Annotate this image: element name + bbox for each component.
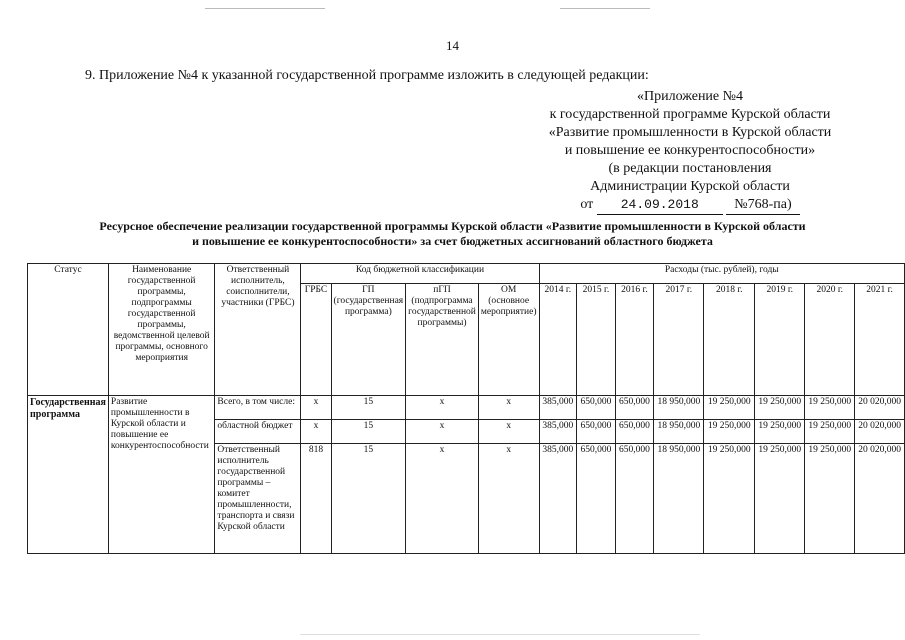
scan-artifact <box>205 8 325 9</box>
header-year: 2017 г. <box>654 284 704 396</box>
value-cell: 650,000 <box>577 444 616 554</box>
appendix-date-line <box>520 196 860 215</box>
value-cell: 19 250,000 <box>805 420 855 444</box>
om-cell: x <box>478 444 539 554</box>
appendix-line: к государственной программе Курской области <box>549 107 831 122</box>
om-cell: x <box>478 420 539 444</box>
header-year: 2016 г. <box>615 284 653 396</box>
date-prefix: от <box>580 197 594 212</box>
value-cell: 19 250,000 <box>755 396 805 420</box>
header-year: 2021 г. <box>855 284 905 396</box>
value-cell: 385,000 <box>539 420 577 444</box>
value-cell: 19 250,000 <box>704 444 755 554</box>
value-cell: 650,000 <box>577 396 616 420</box>
header-year: 2015 г. <box>577 284 616 396</box>
header-year: 2018 г. <box>704 284 755 396</box>
executor-cell: областной бюджет <box>215 420 301 444</box>
header-budget-code: Код бюджетной классификации <box>301 264 539 284</box>
value-cell: 19 250,000 <box>755 444 805 554</box>
executor-cell: Ответственный исполнитель государственной программы – комитет промышленности, транспорта и связи Курской области <box>215 444 301 554</box>
header-year: 2020 г. <box>805 284 855 396</box>
header-year: 2019 г. <box>755 284 805 396</box>
value-cell: 19 250,000 <box>704 420 755 444</box>
pgp-cell: x <box>406 420 479 444</box>
value-cell: 18 950,000 <box>654 444 704 554</box>
om-cell: x <box>478 396 539 420</box>
value-cell: 20 020,000 <box>855 396 905 420</box>
header-gp: ГП (государственная программа) <box>331 284 406 396</box>
value-cell: 19 250,000 <box>805 444 855 554</box>
header-pgp: пГП (подпрограмма государственной программы) <box>406 284 479 396</box>
value-cell: 650,000 <box>615 444 653 554</box>
value-cell: 650,000 <box>615 396 653 420</box>
value-cell: 18 950,000 <box>654 396 704 420</box>
heading-line: Ресурсное обеспечение реализации государственной программы Курской области «Развитие промышленности в Курской области <box>99 219 806 233</box>
value-cell: 18 950,000 <box>654 420 704 444</box>
header-expenses: Расходы (тыс. рублей), годы <box>539 264 905 284</box>
appendix-line: «Развитие промышленности в Курской области <box>548 125 832 140</box>
header-name: Наименование государственной программы, подпрограммы государственной программы, ведомственной целевой программы, основного мероприятия <box>108 264 215 396</box>
value-cell: 19 250,000 <box>704 396 755 420</box>
appendix-header <box>520 88 860 215</box>
executor-cell: Всего, в том числе: <box>215 396 301 420</box>
appendix-line: (в редакции постановления <box>608 161 772 176</box>
value-cell: 20 020,000 <box>855 420 905 444</box>
pgp-cell: x <box>406 396 479 420</box>
value-cell: 20 020,000 <box>855 444 905 554</box>
value-cell: 650,000 <box>615 420 653 444</box>
header-grbs: ГРБС <box>301 284 331 396</box>
resolution-date: 24.09.2018 <box>597 196 723 215</box>
header-year: 2014 г. <box>539 284 577 396</box>
header-executor: Ответственный исполнитель, соисполнители, участники (ГРБС) <box>215 264 301 396</box>
gp-cell: 15 <box>331 444 406 554</box>
heading-line: и повышение ее конкурентоспособности» за счет бюджетных ассигнований областного бюджета <box>192 234 713 248</box>
program-name-cell: Развитие промышленности в Курской области и повышение ее конкурентоспособности <box>108 396 215 554</box>
grbs-cell: 818 <box>301 444 331 554</box>
header-om: ОМ (основное мероприятие) <box>478 284 539 396</box>
resolution-number: №768-па) <box>726 196 799 215</box>
value-cell: 385,000 <box>539 396 577 420</box>
value-cell: 385,000 <box>539 444 577 554</box>
status-cell: Государственная программа <box>28 396 109 554</box>
value-cell: 19 250,000 <box>755 420 805 444</box>
appendix-line: Администрации Курской области <box>590 179 790 194</box>
table-heading <box>40 219 865 249</box>
scan-artifact <box>560 8 650 9</box>
table-row <box>28 396 905 420</box>
value-cell: 19 250,000 <box>805 396 855 420</box>
gp-cell: 15 <box>331 420 406 444</box>
grbs-cell: x <box>301 396 331 420</box>
header-status: Статус <box>28 264 109 396</box>
value-cell: 650,000 <box>577 420 616 444</box>
scan-artifact <box>300 634 700 635</box>
pgp-cell: x <box>406 444 479 554</box>
grbs-cell: x <box>301 420 331 444</box>
resource-table <box>27 263 905 554</box>
appendix-line: «Приложение №4 <box>637 89 743 104</box>
page-number: 14 <box>446 38 459 53</box>
appendix-line: и повышение ее конкурентоспособности» <box>564 143 816 158</box>
gp-cell: 15 <box>331 396 406 420</box>
amendment-intro: 9. Приложение №4 к указанной государственной программе изложить в следующей редакции: <box>85 68 649 83</box>
